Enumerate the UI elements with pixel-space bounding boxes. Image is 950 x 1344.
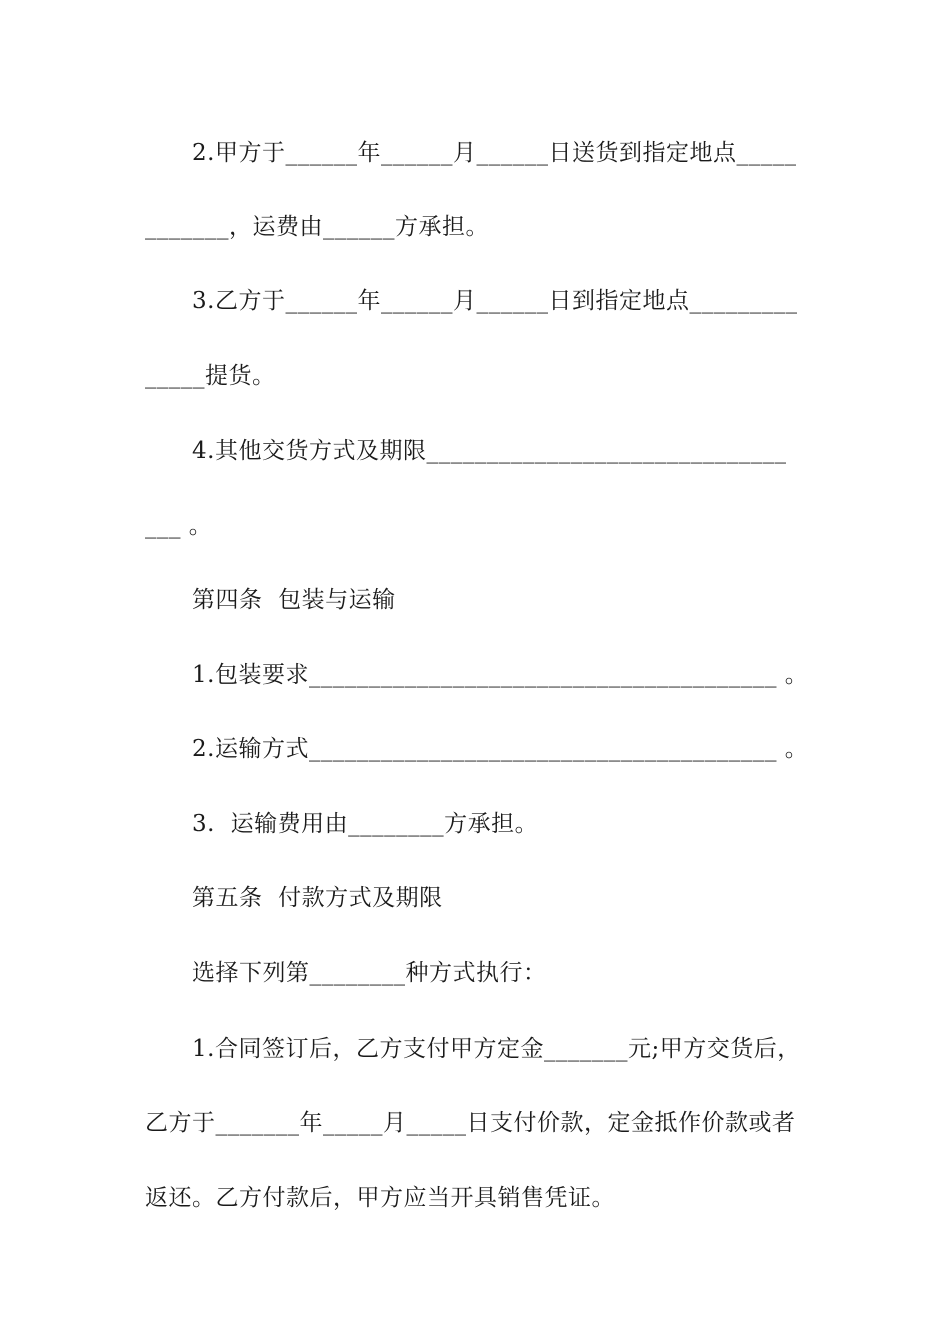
article-heading-payment: 第五条 付款方式及期限 bbox=[192, 885, 443, 911]
clause-other-delivery: 4.其他交货方式及期限______________________________ bbox=[192, 438, 787, 464]
clause-delivery-by-party-a-cont: _______，运费由______方承担。 bbox=[145, 214, 489, 240]
clause-payment-deposit: 1.合同签订后，乙方支付甲方定金_______元;甲方交货后， bbox=[192, 1036, 801, 1062]
clause-payment-deposit-cont: 乙方于_______年_____月_____日支付价款，定金抵作价款或者 bbox=[145, 1110, 796, 1136]
clause-other-delivery-cont: ___ 。 bbox=[145, 513, 213, 539]
clause-pickup-by-party-b: 3.乙方于______年______月______日到指定地点_________ bbox=[192, 288, 798, 314]
clause-pickup-by-party-b-cont: _____提货。 bbox=[145, 363, 276, 389]
clause-transport-cost: 3. 运输费用由________方承担。 bbox=[192, 811, 539, 837]
clause-payment-deposit-end: 返还。乙方付款后，甲方应当开具销售凭证。 bbox=[145, 1185, 615, 1211]
clause-delivery-by-party-a: 2.甲方于______年______月______日送货到指定地点_____ bbox=[192, 140, 797, 166]
clause-payment-selection: 选择下列第________种方式执行： bbox=[192, 960, 547, 986]
clause-transport-method: 2.运输方式_______________________________________ 。 bbox=[192, 736, 809, 762]
article-heading-packaging-transport: 第四条 包装与运输 bbox=[192, 587, 396, 613]
clause-packaging-requirements: 1.包装要求_______________________________________ 。 bbox=[192, 662, 809, 688]
